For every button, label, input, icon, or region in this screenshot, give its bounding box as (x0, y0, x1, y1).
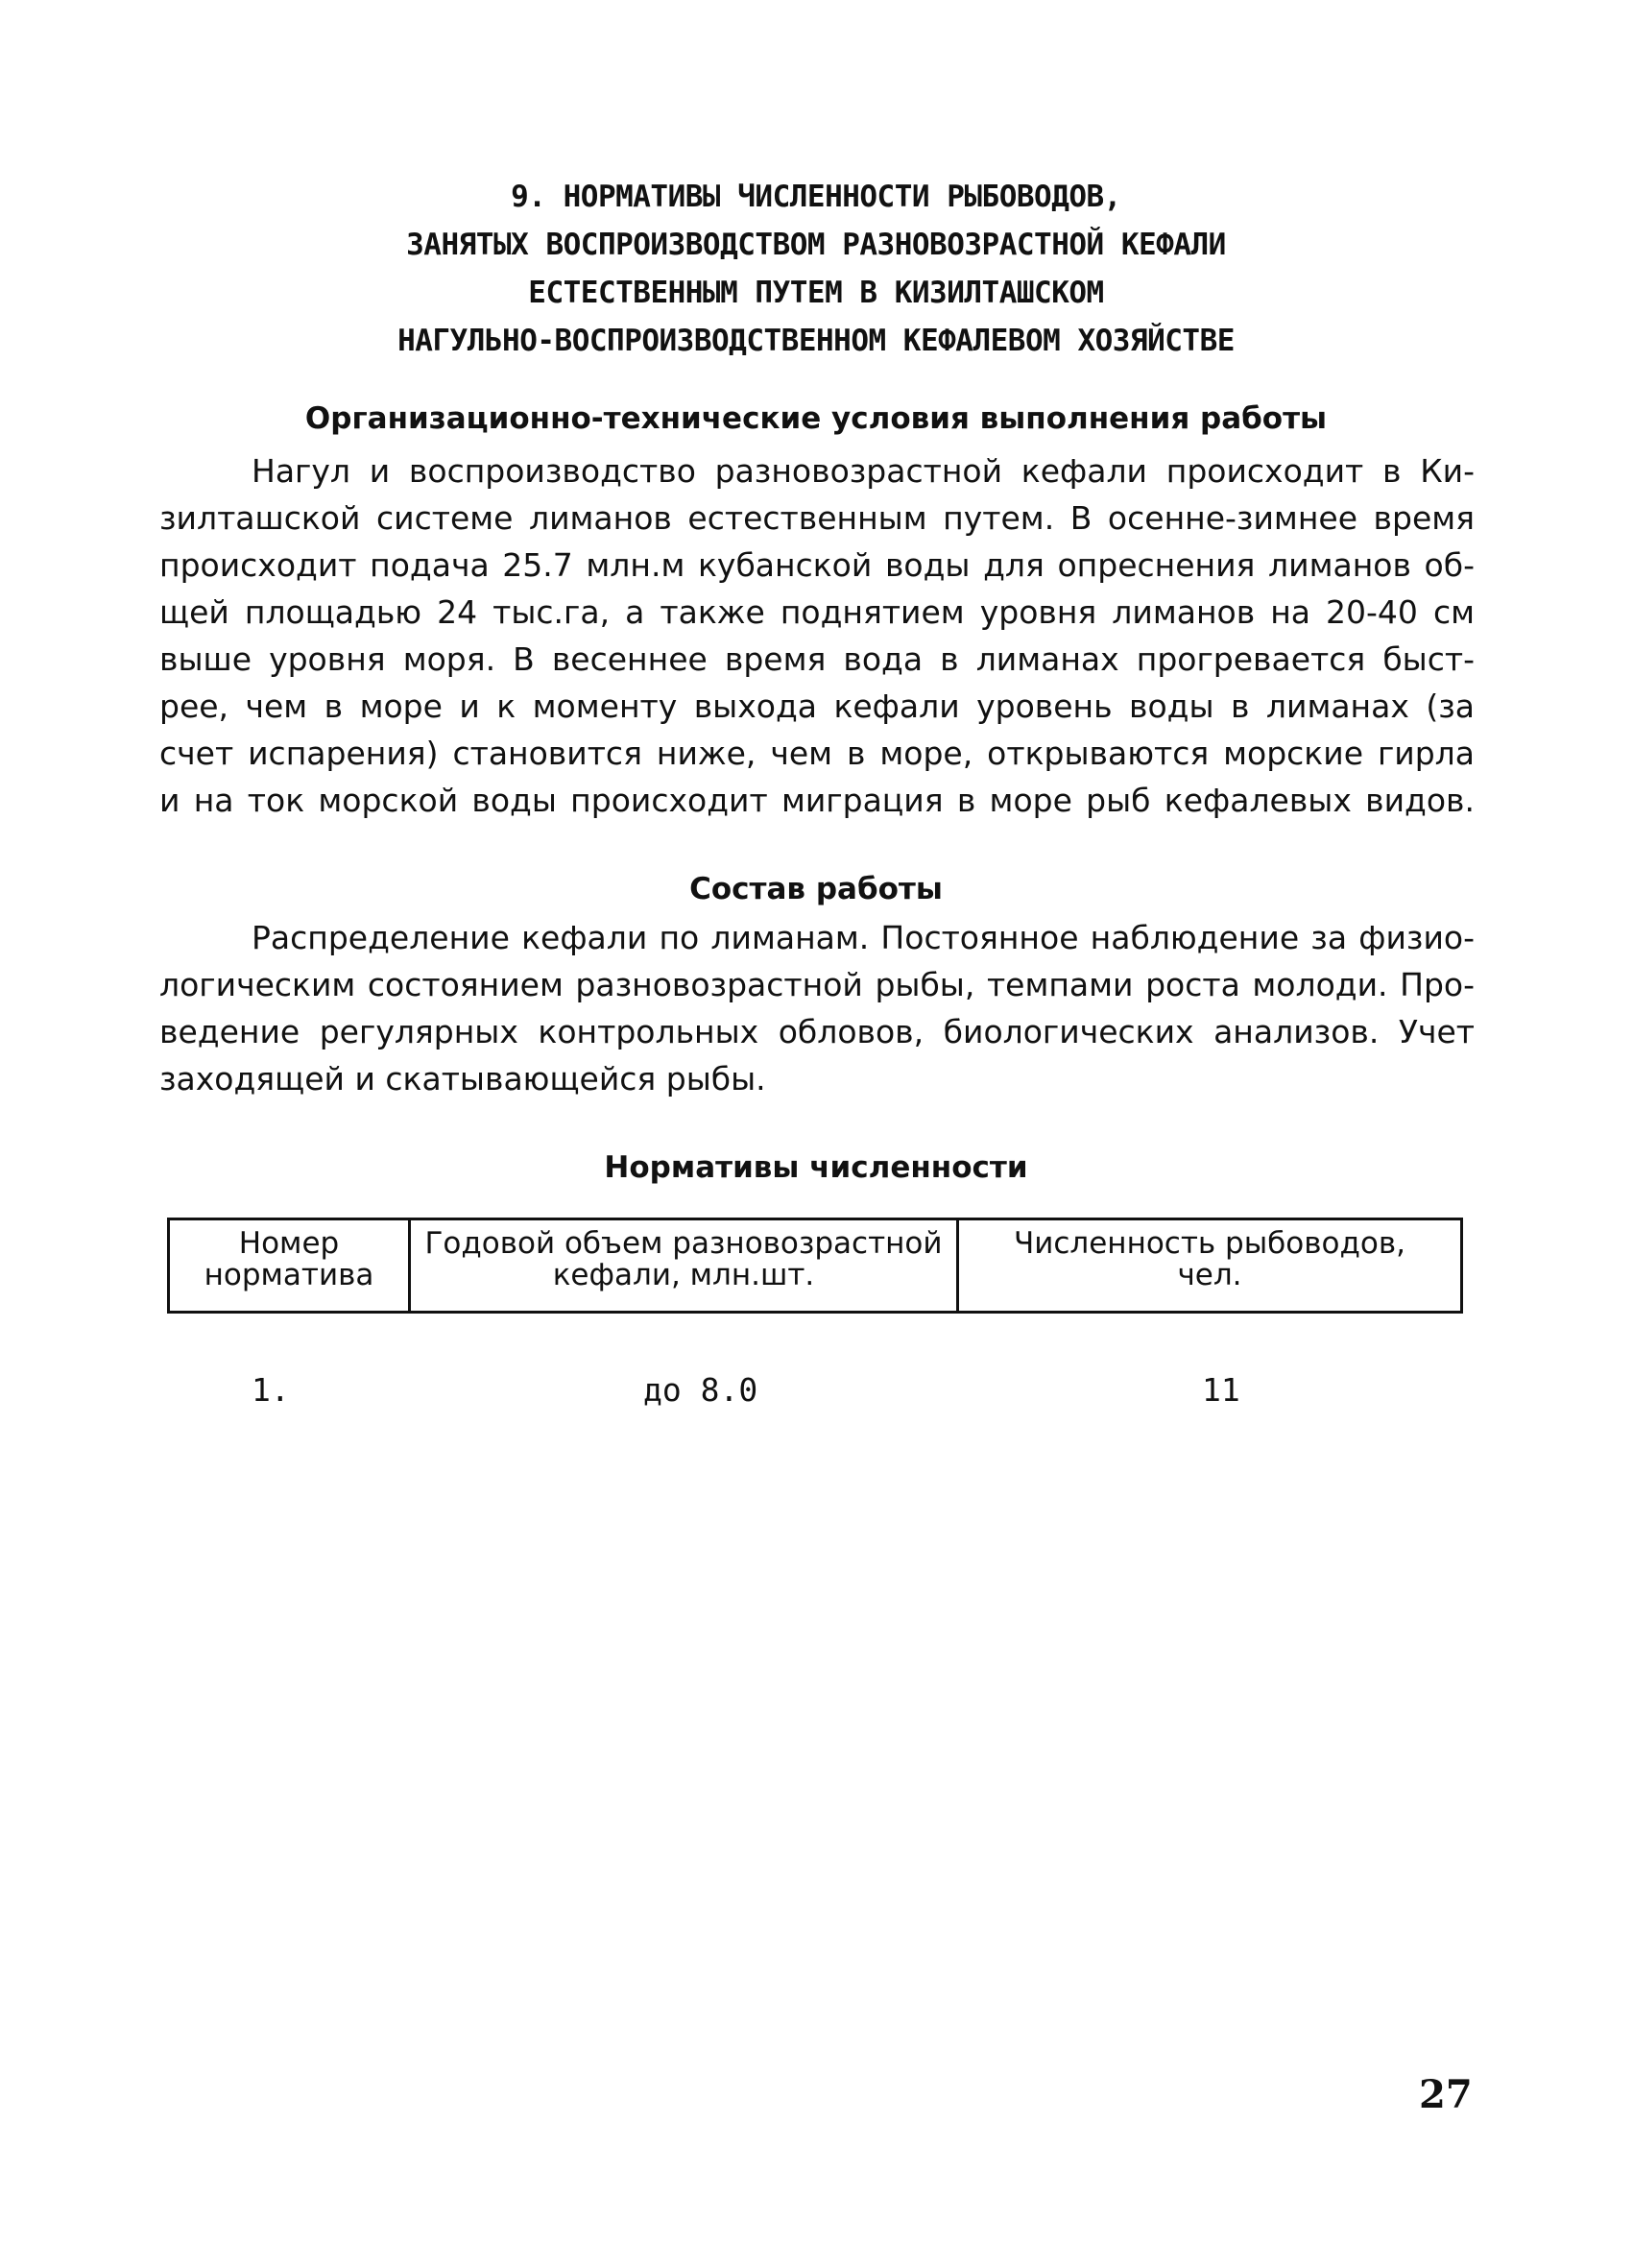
table-caption: Нормативы численности (604, 1150, 1028, 1185)
paragraph-line: Нагул и воспроизводство разновозрастной кефали происходит в Ки- (252, 452, 1475, 490)
title-line-3: ЕСТЕСТВЕННЫМ ПУТЕМ В КИЗИЛТАШСКОМ (528, 276, 1104, 310)
header-staff-line-2: чел. (1177, 1258, 1242, 1292)
header-number (169, 1219, 410, 1313)
document-title (192, 173, 1440, 365)
paragraph-line: щей площадью 24 тыс.га, а также поднятием уровня лиманов на 20-40 см (159, 593, 1475, 631)
row-volume: до 8.0 (643, 1371, 758, 1409)
paragraph-line: выше уровня моря. В весеннее время вода в лиманах прогревается быст- (159, 640, 1475, 678)
header-number-line-1: Номер (238, 1226, 340, 1261)
paragraph-line: происходит подача 25.7 млн.м кубанской воды для опреснения лиманов об- (159, 546, 1475, 584)
norms-table (167, 1218, 1463, 1314)
paragraph-line: заходящей и скатывающейся рыбы. (159, 1060, 766, 1098)
title-line-1: 9. НОРМАТИВЫ ЧИСЛЕННОСТИ РЫБОВОДОВ, (511, 180, 1121, 214)
paragraph-composition (159, 914, 1475, 1102)
row-number: 1. (252, 1371, 290, 1409)
header-staff (958, 1219, 1462, 1313)
title-line-2: ЗАНЯТЫХ ВОСПРОИЗВОДСТВОМ РАЗНОВОЗРАСТНОЙ КЕФАЛИ (406, 228, 1226, 262)
header-volume (410, 1219, 958, 1313)
header-volume-line-1: Годовой объем разновозрастной (424, 1226, 943, 1261)
row-staff: 11 (1202, 1371, 1240, 1409)
paragraph-line: логическим состоянием разновозрастной рыбы, темпами роста молоди. Про- (159, 966, 1475, 1003)
paragraph-conditions (159, 447, 1475, 824)
paragraph-line: и на ток морской воды происходит миграция в море рыб кефалевых видов. (159, 782, 1475, 819)
paragraph-line: ведение регулярных контрольных обловов, биологических анализов. Учет (159, 1013, 1475, 1050)
section-heading-composition: Состав работы (689, 872, 943, 906)
paragraph-line: зилташской системе лиманов естественным путем. В осенне-зимнее время (159, 499, 1475, 537)
header-staff-line-1: Численность рыбоводов, (1013, 1226, 1406, 1261)
header-number-line-2: норматива (204, 1258, 374, 1292)
paragraph-line: Распределение кефали по лиманам. Постоянное наблюдение за физио- (252, 919, 1475, 956)
table-header-row (169, 1219, 1462, 1313)
section-heading-conditions: Организационно-технические условия выполнения работы (304, 401, 1328, 436)
header-volume-line-2: кефали, млн.шт. (552, 1258, 815, 1292)
paragraph-line: счет испарения) становится ниже, чем в море, открываются морские гирла (159, 735, 1475, 772)
page-number: 27 (1419, 2072, 1473, 2117)
paragraph-line: рее, чем в море и к моменту выхода кефали уровень воды в лиманах (за (159, 688, 1475, 725)
title-line-4: НАГУЛЬНО-ВОСПРОИЗВОДСТВЕННОМ КЕФАЛЕВОМ ХОЗЯЙСТВЕ (397, 324, 1235, 358)
